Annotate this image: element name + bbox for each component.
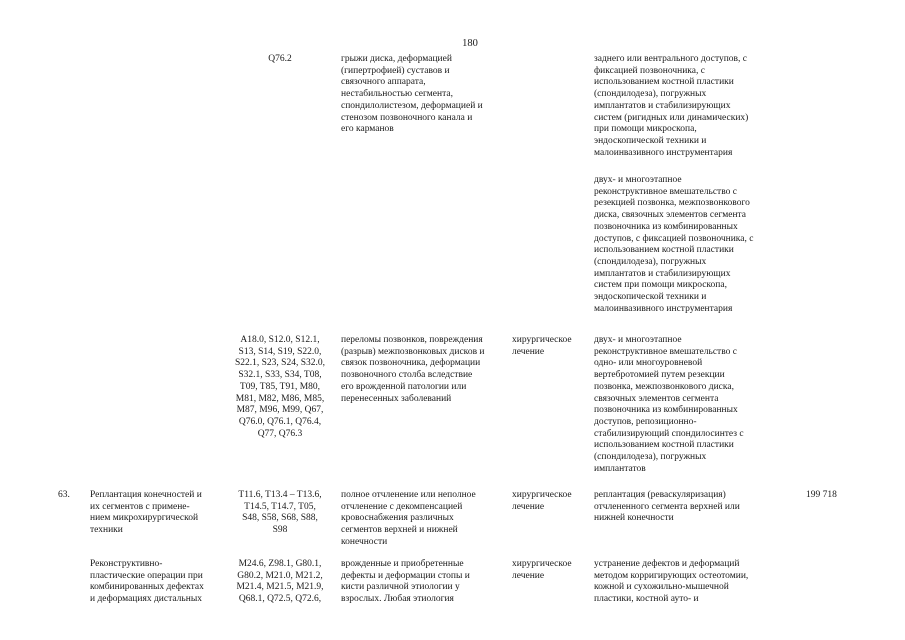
row-2-method: двух- и многоэтапное реконструктивное вмешательство с одно- или многоуровневой вертебротомией путем резекции позвонка, межпозвонкового диска, связочных элементов сегмента позвоночника из комбинированных доступов, репозиционно- стабилизирующий спондилосинтез с использованием костной пластики (спондилодеза), погружных имплантатов — [594, 335, 744, 474]
row-2-codes: A18.0, S12.0, S12.1, S13, S14, S19, S22.0, S22.1, S23, S24, S32.0, S32.1, S33, S34, T08, T09, T85, T91, M80, M81, M82, M86, M85, M87, M96, M99, Q67, Q76.0, Q76.1, Q76.4, Q77, Q76.3 — [234, 335, 325, 439]
row-4-codes: M24.6, Z98.1, G80.1, G80.2, M21.0, M21.2, M21.4, M21.5, M21.9, Q68.1, Q72.5, Q72.6, — [236, 559, 324, 605]
row-0-method: заднего или вентрального доступов, с фиксацией позвоночника, с использованием костной пластики (спондилодеза), погружных имплантатов и стабилизирующих систем (ригидных или динамических) при помощи микроскопа, эндоскопической техники и малоинвазивного инструментария — [594, 54, 749, 158]
row-3-codes: T11.6, T13.4 – T13.6, T14.5, T14.7, T05, S48, S58, S68, S88, S98 — [238, 490, 322, 536]
row-3-treatment: хирургическое лечение — [512, 490, 572, 512]
row-2-patient-model: переломы позвонков, повреждения (разрыв) межпозвонковых дисков и связок позвоночника, деформации позвоночного столба вследствие его врожденной патологии или перенесенных заболеваний — [341, 335, 485, 404]
row-3-name: Реплантация конечностей и их сегментов с примене- нием микрохирургической техники — [90, 490, 202, 536]
row-4-patient-model: врожденные и приобретенные дефекты и деформации стопы и кисти различной этиологии у взрослых. Любая этиология — [341, 559, 470, 605]
row-3-cost: 199 718 — [806, 490, 837, 500]
row-3-number: 63. — [58, 490, 70, 500]
row-0-patient-model: грыжи диска, деформацией (гипертрофией) суставов и связочного аппарата, нестабильностью сегмента, спондилолистезом, деформацией и стенозом позвоночного канала и его карманов — [341, 54, 483, 135]
row-3-method: реплантация (реваскуляризация) отчлененного сегмента верхней или нижней конечности — [594, 490, 740, 524]
row-0-codes: Q76.2 — [268, 54, 292, 64]
row-4-name: Реконструктивно- пластические операции при комбинированных дефектах и деформациях дистальных — [90, 559, 204, 605]
row-1-method: двух- и многоэтапное реконструктивное вмешательство с резекцией позвонка, межпозвонкового диска, связочных элементов сегмента позвоночника из комбинированных доступов, с фиксацией позвоночника, с использованием костной пластики (спондилодеза), погружных имплантатов и стабилизирующих систем при помощи микроскопа, эндоскопической техники и малоинвазивного инструментария — [594, 175, 754, 314]
row-4-treatment: хирургическое лечение — [512, 559, 572, 581]
page-number: 180 — [462, 38, 478, 49]
row-4-method: устранение дефектов и деформаций методом корригирующих остеотомии, кожной и сухожильно-мышечной пластики, костной ауто- и — [594, 559, 749, 605]
row-2-treatment: хирургическое лечение — [512, 335, 572, 357]
row-3-patient-model: полное отчленение или неполное отчленение с декомпенсацией кровоснабжения различных сегментов верхней и нижней конечности — [341, 490, 476, 547]
